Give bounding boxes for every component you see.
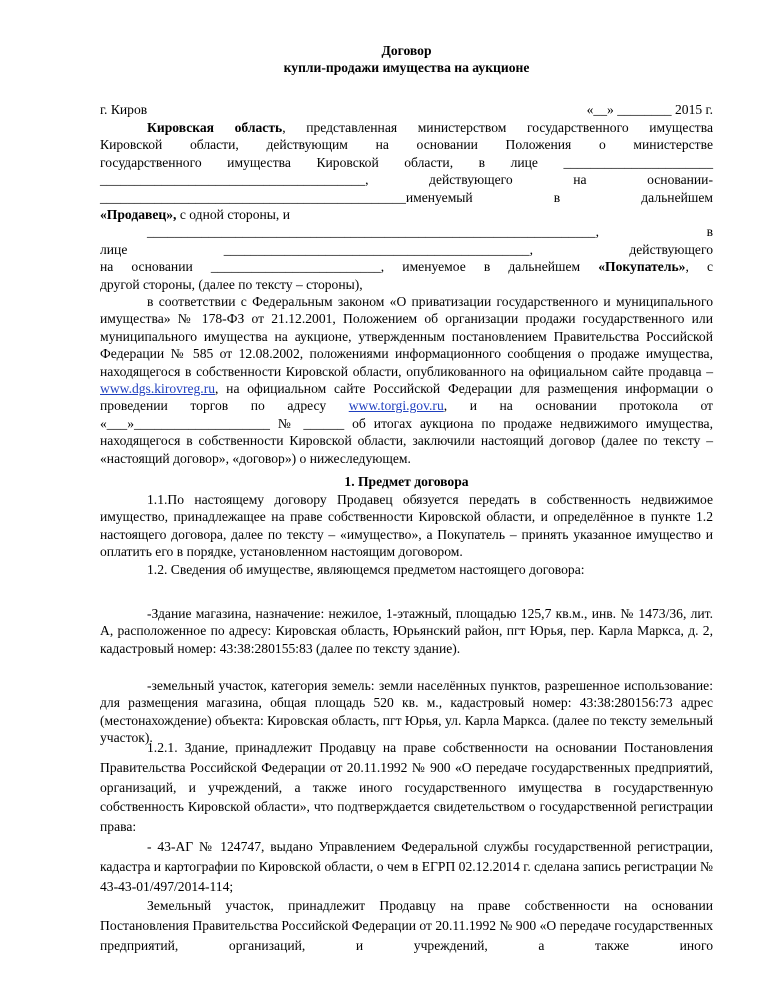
preamble-line-2: Кировской области, действующим на основании Положения о министерстве bbox=[100, 137, 713, 153]
preamble-line-4: _______________________________________, действующего на основании- bbox=[100, 172, 713, 188]
clause-1-1: 1.1.По настоящему договору Продавец обязуется передать в собственность недвижимое имущество, принадлежащее на праве собственности Кировской области, и определённое в пункте 1.2 настоящего договора, далее по тексту – «имущество», а Покупатель – принять указанное имущество и оплатить его в порядке, установленном настоящим договором. bbox=[100, 492, 713, 560]
city-date-row bbox=[100, 101, 713, 118]
seller-site-link[interactable]: www.dgs.kirovreg.ru bbox=[100, 381, 216, 397]
preamble-line-1: Кировская область, представленная министерством государственного имущества bbox=[147, 120, 713, 135]
preamble-line-7: __________________________________________________________________, в bbox=[147, 224, 713, 240]
title-line-2: купли-продажи имущества на аукционе bbox=[283, 60, 530, 76]
preamble-line-9: на основании _________________________, именуемое в дальнейшем «Покупатель», с bbox=[100, 259, 713, 275]
preamble-line-5: _____________________________________________именуемый в дальнейшем bbox=[100, 189, 713, 205]
torgi-site-link[interactable]: www.torgi.gov.ru bbox=[348, 398, 444, 414]
preamble-line-6: «Продавец», с одной стороны, и bbox=[100, 207, 290, 223]
registration-certificate: - 43-АГ № 124747, выдано Управлением Федеральной службы государственной регистрации, кадастра и картографии по Кировской области, о чем в ЕГРП 02.12.2014 г. сделана запись регистрации № 43-43-01/497/2014-114; bbox=[100, 838, 713, 894]
seller-name: Кировская область bbox=[147, 120, 283, 135]
basis-paragraph: в соответствии с Федеральным законом «О приватизации государственного и муниципального имущества» № 178-ФЗ от 21.12.2001, Положением об организации продажи государственного или муниципального имущества на аукционе, утвержденным постановлением Правительства Российской Федерации № 585 от 12.08.2002, положениями информационного сообщения о продаже имущества, находящегося в собственности Кировской области, опубликованного на официальном сайте продавца – www.dgs.kirovreg.ru, на официальном сайте Российской Федерации для размещения информации о проведении торгов по адресу www.torgi.gov.ru, и на основании протокола от «___»____________________ № ______ об итогах аукциона по продаже недвижимого имущества, находящегося в собственности Кировской области, заключили настоящий договор (далее по тексту – «настоящий договор», «договор») о нижеследующем. bbox=[100, 294, 713, 466]
city: г. Киров bbox=[100, 102, 148, 117]
building-description: -Здание магазина, назначение: нежилое, 1-этажный, площадью 125,7 кв.м., инв. № 1473/36, лит. А, расположенное по адресу: Кировская область, Юрьянский район, пгт Юрья, пер. Карла Маркса, д. 2, кадастровый номер: 43:38:280155:83 (далее по тексту здание). bbox=[100, 606, 713, 656]
seller-role: «Продавец», bbox=[100, 207, 177, 223]
land-ownership: Земельный участок, принадлежит Продавцу на праве собственности на основании Постановления Правительства Российской Федерации от 20.11.1992 № 900 «О передаче государственных предприятий, организаций, и учреждений, а также иного bbox=[100, 898, 713, 953]
contract-title bbox=[100, 42, 713, 77]
clause-1-2: 1.2. Сведения об имуществе, являющемся предметом настоящего договора: bbox=[147, 561, 585, 577]
title-line-1: Договор bbox=[381, 43, 432, 58]
buyer-role: «Покупатель» bbox=[598, 259, 686, 275]
preamble-line-3: государственного имущества Кировской области, в лице ______________________ bbox=[100, 154, 713, 170]
preamble bbox=[100, 119, 713, 293]
section-1-clauses bbox=[100, 491, 713, 578]
ownership-clauses bbox=[100, 738, 713, 956]
preamble-line-10: другой стороны, (далее по тексту – стороны), bbox=[100, 276, 363, 292]
section-1-heading: 1. Предмет договора bbox=[344, 474, 469, 489]
preamble-line-8: лице _____________________________________________, действующего bbox=[100, 241, 713, 257]
contract-date: «__» ________ 2015 г. bbox=[586, 102, 713, 117]
land-description: -земельный участок, категория земель: земли населённых пунктов, разрешенное использование: для размещения магазина, общая площадь 520 кв. м., кадастровый номер: 43:38:280156:73 адрес (местонахождение) объекта: Кировская область, пгт Юрья, ул. Карла Маркса. (далее по тексту земельный участок). bbox=[100, 678, 713, 746]
clause-1-2-1: 1.2.1. Здание, принадлежит Продавцу на праве собственности на основании Постановления Правительства Российской Федерации от 20.11.1992 № 900 «О передаче государственных предприятий, организаций, и учреждений, а также иного государственного имущества в государственную собственность Кировской области», что подтверждается свидетельством о государственной регистрации права: bbox=[100, 740, 713, 835]
